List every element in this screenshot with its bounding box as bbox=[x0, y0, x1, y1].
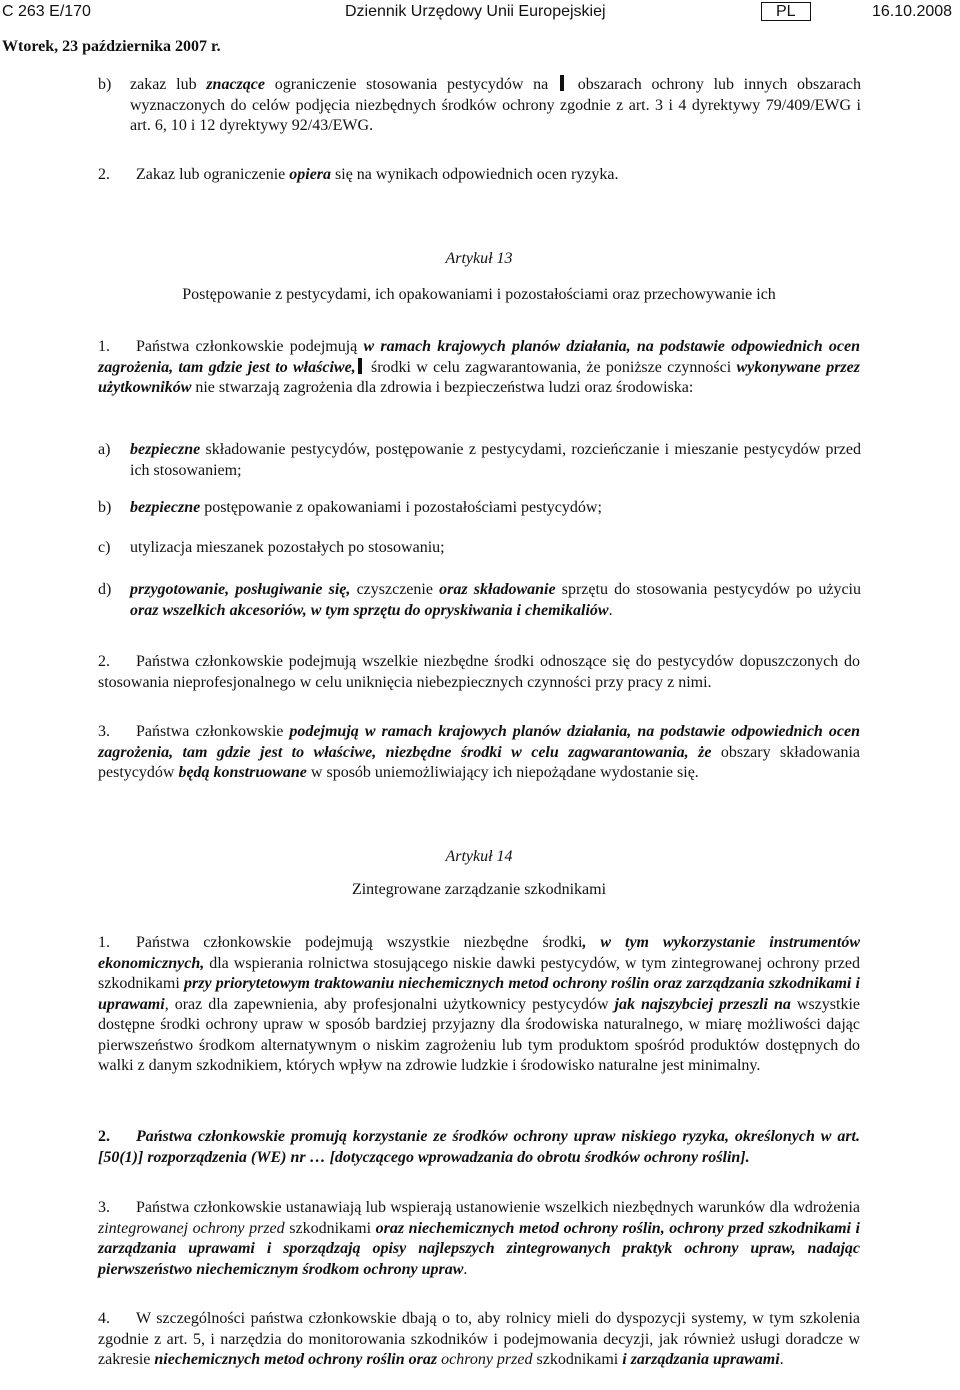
article-13-item-a: bezpieczne składowanie pestycydów, postępowanie z pestycydami, rozcieńczanie i mieszanie pestycydów przed ich stosowaniem; bbox=[130, 441, 861, 479]
article-13-paragraph-1: 1. Państwa członkowskie podejmują w ramach krajowych planów działania, na podstawie odpowiednich ocen zagrożenia, tam gdzie jest to właściwe, środki w celu zagwarantowania, że poniższe czynności wykonywane przez użytkowników nie stwarzają zagrożenia dla zdrowia i bezpieczeństwa ludzi oraz środowiska: bbox=[98, 338, 861, 396]
item-label: a) bbox=[98, 441, 111, 458]
article-14-paragraph-4: 4. W szczególności państwa członkowskie dbają o to, aby rolnicy mieli do dyspozycji systemy, w tym szkolenia zgodnie z art. 5, i narzędzia do monitorowania szkodników i podejmowania decyzji, jak również usługi doradcze w zakresie niechemicznych metod ochrony roślin oraz ochrony przed szkodnikami i zarządzania uprawami. bbox=[98, 1310, 860, 1368]
journal-title: Dziennik Urzędowy Unii Europejskiej bbox=[345, 3, 606, 20]
article-13-number: Artykuł 13 bbox=[445, 250, 513, 267]
article-13-title: Postępowanie z pestycydami, ich opakowaniami i pozostałościami oraz przechowywanie ich bbox=[182, 286, 776, 303]
article-14-paragraph-2: 2. Państwa członkowskie promują korzystanie ze środków ochrony upraw niskiego ryzyka, określonych w art. [50(1)] rozporządzenia (WE) nr … [dotyczącego wprowadzania do obrotu środków ochrony roślin]. bbox=[98, 1128, 860, 1166]
language-badge bbox=[761, 3, 811, 21]
paragraph-2-top: 2. Zakaz lub ograniczenie opiera się na wynikach odpowiednich ocen ryzyka. bbox=[98, 166, 619, 183]
article-14-title: Zintegrowane zarządzanie szkodnikami bbox=[351, 881, 607, 898]
paragraph-b-top: zakaz lub znaczące ograniczenie stosowania pestycydów na obszarach ochrony lub innych obszarach wyznaczonych do celów podjęcia niezbędnych środków ochrony zgodnie z art. 3 i 4 dyrektywy 79/409/EWG i art. 6, 10 i 12 dyrektywy 92/43/EWG. bbox=[130, 76, 862, 134]
item-label: b) bbox=[98, 499, 112, 516]
language-code: PL bbox=[761, 2, 811, 21]
page-reference: C 263 E/170 bbox=[2, 3, 91, 20]
sitting-date: Wtorek, 23 października 2007 r. bbox=[2, 38, 221, 55]
amendment-deletion-marker bbox=[560, 75, 564, 91]
amendment-deletion-marker bbox=[358, 358, 362, 374]
article-14-number: Artykuł 14 bbox=[445, 848, 513, 865]
article-13-item-d: przygotowanie, posługiwanie się, czyszczenie oraz składowanie sprzętu do stosowania pestycydów po użyciu oraz wszelkich akcesoriów, w tym sprzętu do opryskiwania i chemikaliów. bbox=[130, 581, 862, 619]
article-13-paragraph-2: 2. Państwa członkowskie podejmują wszelkie niezbędne środki odnoszące się do pestycydów dopuszczonych do stosowania nieprofesjonalnego w celu uniknięcia niebezpiecznych czynności przy pracy z nimi. bbox=[98, 653, 860, 691]
item-label: c) bbox=[98, 539, 111, 556]
item-label: d) bbox=[98, 581, 112, 598]
article-14-paragraph-3: 3. Państwa członkowskie ustanawiają lub wspierają ustanowienie wszelkich niezbędnych warunków dla wdrożenia zintegrowanej ochrony przed szkodnikami oraz niechemicznych metod ochrony roślin, ochrony przed szkodnikami i zarządzania uprawami i sporządzają opisy najlepszych zintegrowanych praktyk ochrony upraw, nadając pierwszeństwo niechemicznym środkom ochrony upraw. bbox=[98, 1199, 860, 1278]
item-label: b) bbox=[98, 76, 112, 93]
article-13-item-c: utylizacja mieszanek pozostałych po stosowaniu; bbox=[130, 539, 445, 556]
article-13-item-b: bezpieczne postępowanie z opakowaniami i pozostałościami pestycydów; bbox=[130, 499, 602, 516]
publication-date: 16.10.2008 bbox=[872, 3, 953, 20]
article-13-paragraph-3: 3. Państwa członkowskie podejmują w ramach krajowych planów działania, na podstawie odpowiednich ocen zagrożenia, tam gdzie jest to właściwe, niezbędne środki w celu zagwarantowania, że obszary składowania pestycydów będą konstruowane w sposób uniemożliwiający ich niepożądane wydostanie się. bbox=[98, 723, 860, 781]
article-14-paragraph-1: 1. Państwa członkowskie podejmują wszystkie niezbędne środki, w tym wykorzystanie instrumentów ekonomicznych, dla wspierania rolnictwa stosującego niskie dawki pestycydów, w tym zintegrowanej ochrony przed szkodnikami przy priorytetowym traktowaniu niechemicznych metod ochrony roślin oraz zarządzania szkodnikami i uprawami, oraz dla zapewnienia, aby profesjonalni użytkownicy pestycydów jak najszybciej przeszli na wszystkie dostępne środki ochrony upraw w sposób bardziej przyjazny dla środowiska naturalnego, w miarę możliwości dając pierwszeństwo środkom alternatywnym o niskim zagrożeniu lub tym produktom spośród produktów dostępnych do walki z danym szkodnikiem, których wpływ na zdrowie ludzkie i środowisko naturalne jest minimalny. bbox=[98, 934, 861, 1074]
